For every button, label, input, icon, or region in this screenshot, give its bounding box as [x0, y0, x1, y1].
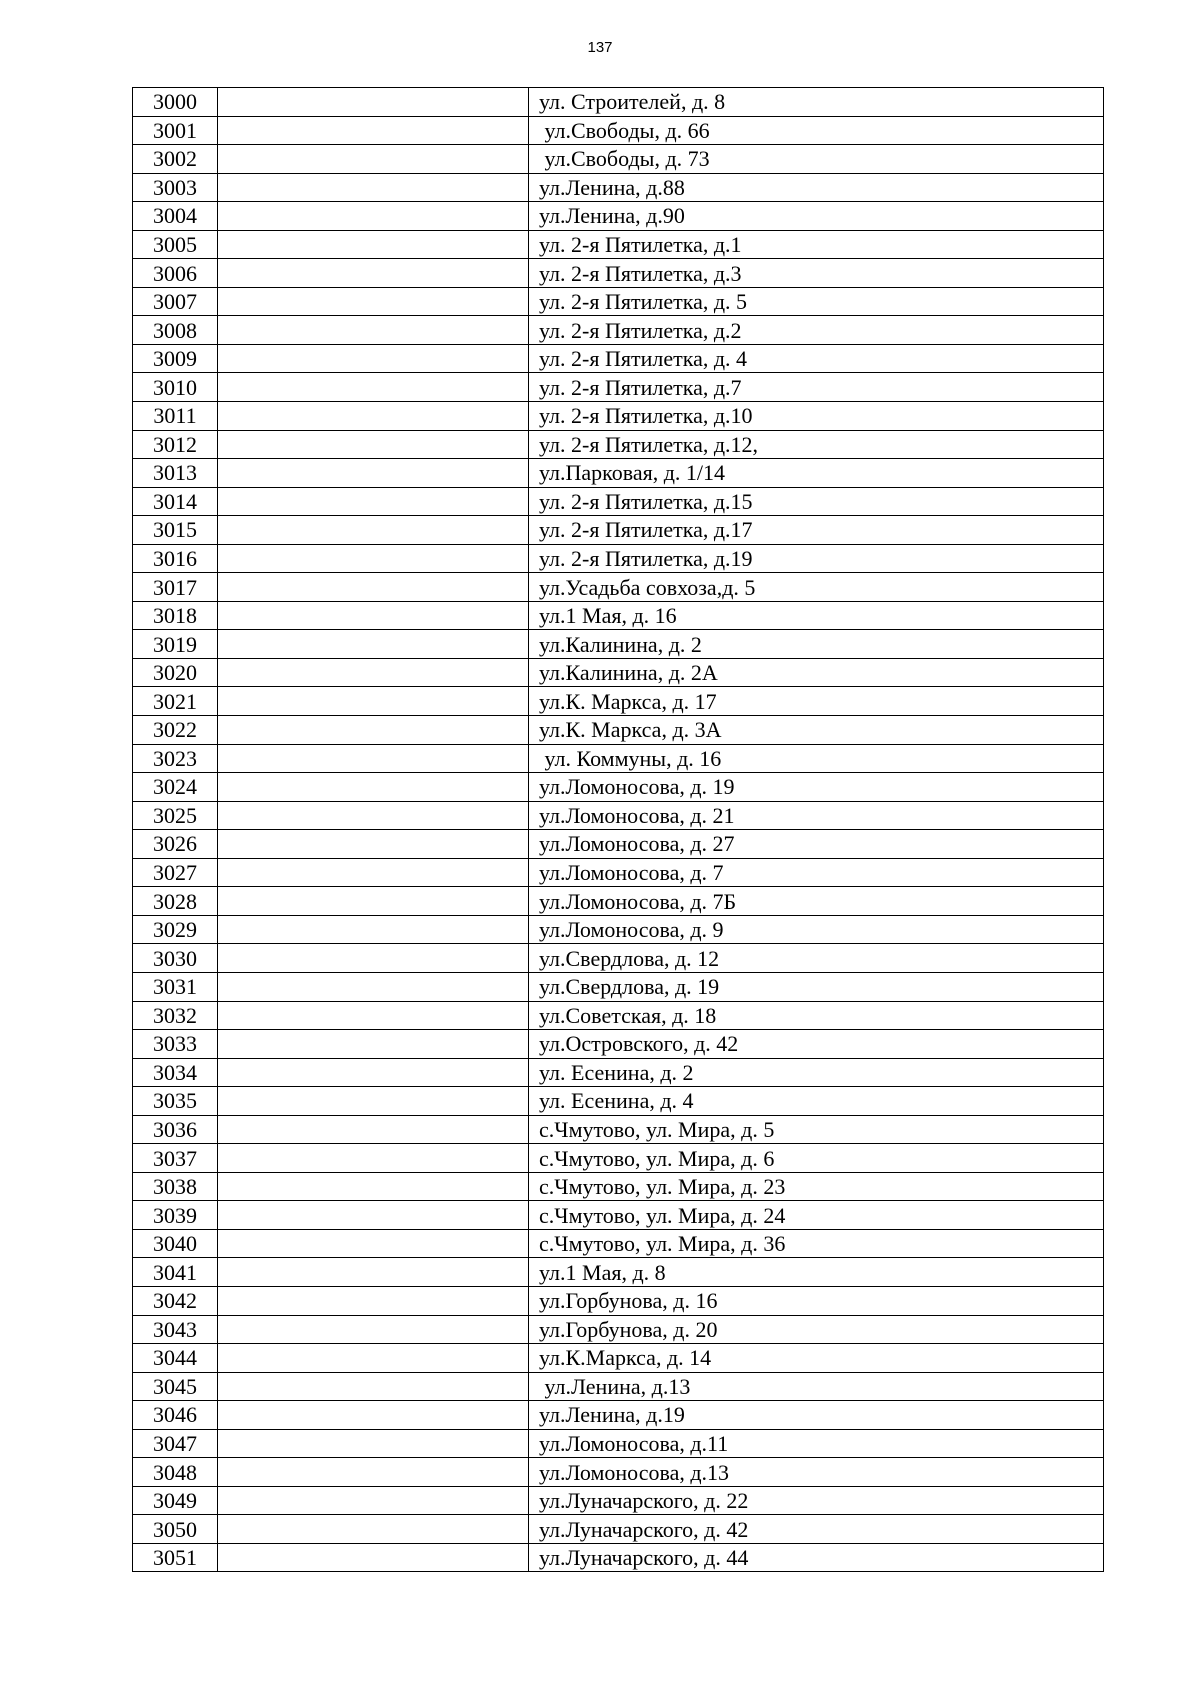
table-row: [133, 1515, 1104, 1544]
empty-cell: [218, 287, 529, 316]
empty-cell: [218, 1315, 529, 1344]
row-number-cell: 3013: [133, 459, 218, 488]
row-number-cell: 3040: [133, 1229, 218, 1258]
empty-cell: [218, 145, 529, 174]
empty-cell: [218, 1372, 529, 1401]
table-row: [133, 1058, 1104, 1087]
address-cell: ул.К.Маркса, д. 14: [529, 1344, 1104, 1373]
empty-cell: [218, 1286, 529, 1315]
address-cell: ул.Ломоносова, д. 21: [529, 801, 1104, 830]
row-number-cell: 3042: [133, 1286, 218, 1315]
address-cell: с.Чмутово, ул. Мира, д. 23: [529, 1172, 1104, 1201]
table-row: [133, 259, 1104, 288]
address-table-body: [133, 88, 1104, 1572]
empty-cell: [218, 773, 529, 802]
table-row: [133, 858, 1104, 887]
row-number-cell: 3016: [133, 544, 218, 573]
row-number-cell: 3049: [133, 1486, 218, 1515]
address-cell: ул. 2-я Пятилетка, д. 5: [529, 287, 1104, 316]
address-cell: ул.Ломоносова, д. 7: [529, 858, 1104, 887]
empty-cell: [218, 716, 529, 745]
row-number-cell: 3036: [133, 1115, 218, 1144]
row-number-cell: 3039: [133, 1201, 218, 1230]
address-cell: с.Чмутово, ул. Мира, д. 5: [529, 1115, 1104, 1144]
empty-cell: [218, 459, 529, 488]
row-number-cell: 3023: [133, 744, 218, 773]
page-number: 137: [587, 39, 613, 56]
empty-cell: [218, 373, 529, 402]
row-number-cell: 3020: [133, 658, 218, 687]
empty-cell: [218, 1429, 529, 1458]
address-cell: ул.Свободы, д. 66: [529, 116, 1104, 145]
table-row: [133, 287, 1104, 316]
row-number-cell: 3028: [133, 887, 218, 916]
table-row: [133, 173, 1104, 202]
empty-cell: [218, 202, 529, 231]
row-number-cell: 3005: [133, 230, 218, 259]
empty-cell: [218, 1458, 529, 1487]
address-cell: ул.Советская, д. 18: [529, 1001, 1104, 1030]
address-cell: ул.Ленина, д.13: [529, 1372, 1104, 1401]
address-cell: с.Чмутово, ул. Мира, д. 36: [529, 1229, 1104, 1258]
table-row: [133, 1458, 1104, 1487]
empty-cell: [218, 1486, 529, 1515]
address-cell: ул. Строителей, д. 8: [529, 88, 1104, 117]
row-number-cell: 3038: [133, 1172, 218, 1201]
table-row: [133, 1286, 1104, 1315]
row-number-cell: 3010: [133, 373, 218, 402]
address-cell: ул. 2-я Пятилетка, д.12,: [529, 430, 1104, 459]
address-cell: ул.Ломоносова, д. 7Б: [529, 887, 1104, 916]
address-cell: ул.Калинина, д. 2А: [529, 658, 1104, 687]
table-row: [133, 88, 1104, 117]
table-row: [133, 630, 1104, 659]
table-row: [133, 459, 1104, 488]
row-number-cell: 3025: [133, 801, 218, 830]
row-number-cell: 3014: [133, 487, 218, 516]
address-cell: ул. Есенина, д. 2: [529, 1058, 1104, 1087]
address-cell: ул.Луначарского, д. 44: [529, 1543, 1104, 1572]
row-number-cell: 3006: [133, 259, 218, 288]
table-row: [133, 516, 1104, 545]
row-number-cell: 3031: [133, 972, 218, 1001]
row-number-cell: 3043: [133, 1315, 218, 1344]
empty-cell: [218, 1201, 529, 1230]
address-cell: ул. 2-я Пятилетка, д.7: [529, 373, 1104, 402]
row-number-cell: 3003: [133, 173, 218, 202]
row-number-cell: 3001: [133, 116, 218, 145]
empty-cell: [218, 1515, 529, 1544]
address-cell: ул.Ленина, д.88: [529, 173, 1104, 202]
address-cell: ул.К. Маркса, д. 3А: [529, 716, 1104, 745]
table-row: [133, 1087, 1104, 1116]
address-cell: ул. 2-я Пятилетка, д.17: [529, 516, 1104, 545]
empty-cell: [218, 544, 529, 573]
table-row: [133, 716, 1104, 745]
table-row: [133, 430, 1104, 459]
row-number-cell: 3000: [133, 88, 218, 117]
row-number-cell: 3045: [133, 1372, 218, 1401]
table-row: [133, 801, 1104, 830]
row-number-cell: 3004: [133, 202, 218, 231]
empty-cell: [218, 1258, 529, 1287]
row-number-cell: 3044: [133, 1344, 218, 1373]
address-cell: ул.Свердлова, д. 12: [529, 944, 1104, 973]
row-number-cell: 3026: [133, 830, 218, 859]
address-cell: ул.Ломоносова, д. 19: [529, 773, 1104, 802]
table-row: [133, 1001, 1104, 1030]
empty-cell: [218, 830, 529, 859]
address-cell: с.Чмутово, ул. Мира, д. 6: [529, 1144, 1104, 1173]
address-cell: ул.Парковая, д. 1/14: [529, 459, 1104, 488]
empty-cell: [218, 516, 529, 545]
table-row: [133, 744, 1104, 773]
empty-cell: [218, 601, 529, 630]
row-number-cell: 3021: [133, 687, 218, 716]
table-row: [133, 202, 1104, 231]
empty-cell: [218, 88, 529, 117]
table-row: [133, 1201, 1104, 1230]
row-number-cell: 3019: [133, 630, 218, 659]
empty-cell: [218, 972, 529, 1001]
address-cell: ул.Калинина, д. 2: [529, 630, 1104, 659]
address-cell: ул. 2-я Пятилетка, д.19: [529, 544, 1104, 573]
empty-cell: [218, 687, 529, 716]
row-number-cell: 3017: [133, 573, 218, 602]
empty-cell: [218, 744, 529, 773]
row-number-cell: 3008: [133, 316, 218, 345]
row-number-cell: 3024: [133, 773, 218, 802]
empty-cell: [218, 259, 529, 288]
table-row: [133, 1258, 1104, 1287]
table-row: [133, 687, 1104, 716]
row-number-cell: 3047: [133, 1429, 218, 1458]
empty-cell: [218, 1115, 529, 1144]
empty-cell: [218, 487, 529, 516]
address-cell: ул.1 Мая, д. 16: [529, 601, 1104, 630]
empty-cell: [218, 316, 529, 345]
address-cell: ул. 2-я Пятилетка, д. 4: [529, 344, 1104, 373]
table-row: [133, 830, 1104, 859]
table-row: [133, 915, 1104, 944]
table-row: [133, 944, 1104, 973]
empty-cell: [218, 801, 529, 830]
row-number-cell: 3037: [133, 1144, 218, 1173]
row-number-cell: 3030: [133, 944, 218, 973]
table-row: [133, 972, 1104, 1001]
address-cell: ул. 2-я Пятилетка, д.10: [529, 402, 1104, 431]
empty-cell: [218, 1543, 529, 1572]
row-number-cell: 3009: [133, 344, 218, 373]
table-row: [133, 230, 1104, 259]
address-cell: ул.Луначарского, д. 22: [529, 1486, 1104, 1515]
address-cell: ул. Коммуны, д. 16: [529, 744, 1104, 773]
empty-cell: [218, 1030, 529, 1059]
row-number-cell: 3035: [133, 1087, 218, 1116]
table-row: [133, 316, 1104, 345]
row-number-cell: 3050: [133, 1515, 218, 1544]
address-cell: ул.Свердлова, д. 19: [529, 972, 1104, 1001]
address-cell: ул.Свободы, д. 73: [529, 145, 1104, 174]
table-row: [133, 116, 1104, 145]
empty-cell: [218, 1058, 529, 1087]
empty-cell: [218, 858, 529, 887]
address-cell: ул. 2-я Пятилетка, д.2: [529, 316, 1104, 345]
table-row: [133, 1115, 1104, 1144]
table-row: [133, 1030, 1104, 1059]
address-cell: ул.Ломоносова, д. 9: [529, 915, 1104, 944]
table-row: [133, 544, 1104, 573]
address-cell: ул. 2-я Пятилетка, д.1: [529, 230, 1104, 259]
table-row: [133, 1172, 1104, 1201]
table-row: [133, 487, 1104, 516]
row-number-cell: 3048: [133, 1458, 218, 1487]
empty-cell: [218, 1144, 529, 1173]
address-table: [132, 87, 1104, 1572]
empty-cell: [218, 658, 529, 687]
empty-cell: [218, 1001, 529, 1030]
address-cell: ул.Ломоносова, д. 27: [529, 830, 1104, 859]
table-row: [133, 658, 1104, 687]
empty-cell: [218, 915, 529, 944]
row-number-cell: 3029: [133, 915, 218, 944]
address-cell: ул.Ленина, д.19: [529, 1401, 1104, 1430]
table-row: [133, 887, 1104, 916]
empty-cell: [218, 402, 529, 431]
row-number-cell: 3018: [133, 601, 218, 630]
address-cell: ул.Ломоносова, д.13: [529, 1458, 1104, 1487]
table-row: [133, 1229, 1104, 1258]
table-row: [133, 1144, 1104, 1173]
table-row: [133, 573, 1104, 602]
table-row: [133, 373, 1104, 402]
empty-cell: [218, 944, 529, 973]
address-cell: ул. 2-я Пятилетка, д.3: [529, 259, 1104, 288]
address-cell: ул.Усадьба совхоза,д. 5: [529, 573, 1104, 602]
table-row: [133, 1543, 1104, 1572]
table-row: [133, 1486, 1104, 1515]
empty-cell: [218, 1344, 529, 1373]
table-row: [133, 1372, 1104, 1401]
table-row: [133, 773, 1104, 802]
row-number-cell: 3007: [133, 287, 218, 316]
row-number-cell: 3027: [133, 858, 218, 887]
row-number-cell: 3022: [133, 716, 218, 745]
row-number-cell: 3041: [133, 1258, 218, 1287]
row-number-cell: 3051: [133, 1543, 218, 1572]
empty-cell: [218, 230, 529, 259]
row-number-cell: 3012: [133, 430, 218, 459]
row-number-cell: 3032: [133, 1001, 218, 1030]
empty-cell: [218, 573, 529, 602]
row-number-cell: 3033: [133, 1030, 218, 1059]
table-row: [133, 1401, 1104, 1430]
address-cell: ул.Ломоносова, д.11: [529, 1429, 1104, 1458]
address-cell: ул.Луначарского, д. 42: [529, 1515, 1104, 1544]
row-number-cell: 3034: [133, 1058, 218, 1087]
table-row: [133, 601, 1104, 630]
empty-cell: [218, 887, 529, 916]
address-cell: ул.Горбунова, д. 20: [529, 1315, 1104, 1344]
empty-cell: [218, 173, 529, 202]
address-cell: ул.Островского, д. 42: [529, 1030, 1104, 1059]
table-row: [133, 402, 1104, 431]
row-number-cell: 3046: [133, 1401, 218, 1430]
address-cell: ул.Ленина, д.90: [529, 202, 1104, 231]
empty-cell: [218, 344, 529, 373]
empty-cell: [218, 1087, 529, 1116]
empty-cell: [218, 630, 529, 659]
empty-cell: [218, 430, 529, 459]
address-cell: ул.1 Мая, д. 8: [529, 1258, 1104, 1287]
address-cell: с.Чмутово, ул. Мира, д. 24: [529, 1201, 1104, 1230]
row-number-cell: 3011: [133, 402, 218, 431]
empty-cell: [218, 116, 529, 145]
row-number-cell: 3002: [133, 145, 218, 174]
table-row: [133, 344, 1104, 373]
table-row: [133, 145, 1104, 174]
address-cell: ул.К. Маркса, д. 17: [529, 687, 1104, 716]
table-row: [133, 1429, 1104, 1458]
empty-cell: [218, 1229, 529, 1258]
address-cell: ул.Горбунова, д. 16: [529, 1286, 1104, 1315]
row-number-cell: 3015: [133, 516, 218, 545]
empty-cell: [218, 1172, 529, 1201]
table-row: [133, 1344, 1104, 1373]
address-cell: ул. Есенина, д. 4: [529, 1087, 1104, 1116]
empty-cell: [218, 1401, 529, 1430]
address-cell: ул. 2-я Пятилетка, д.15: [529, 487, 1104, 516]
table-row: [133, 1315, 1104, 1344]
